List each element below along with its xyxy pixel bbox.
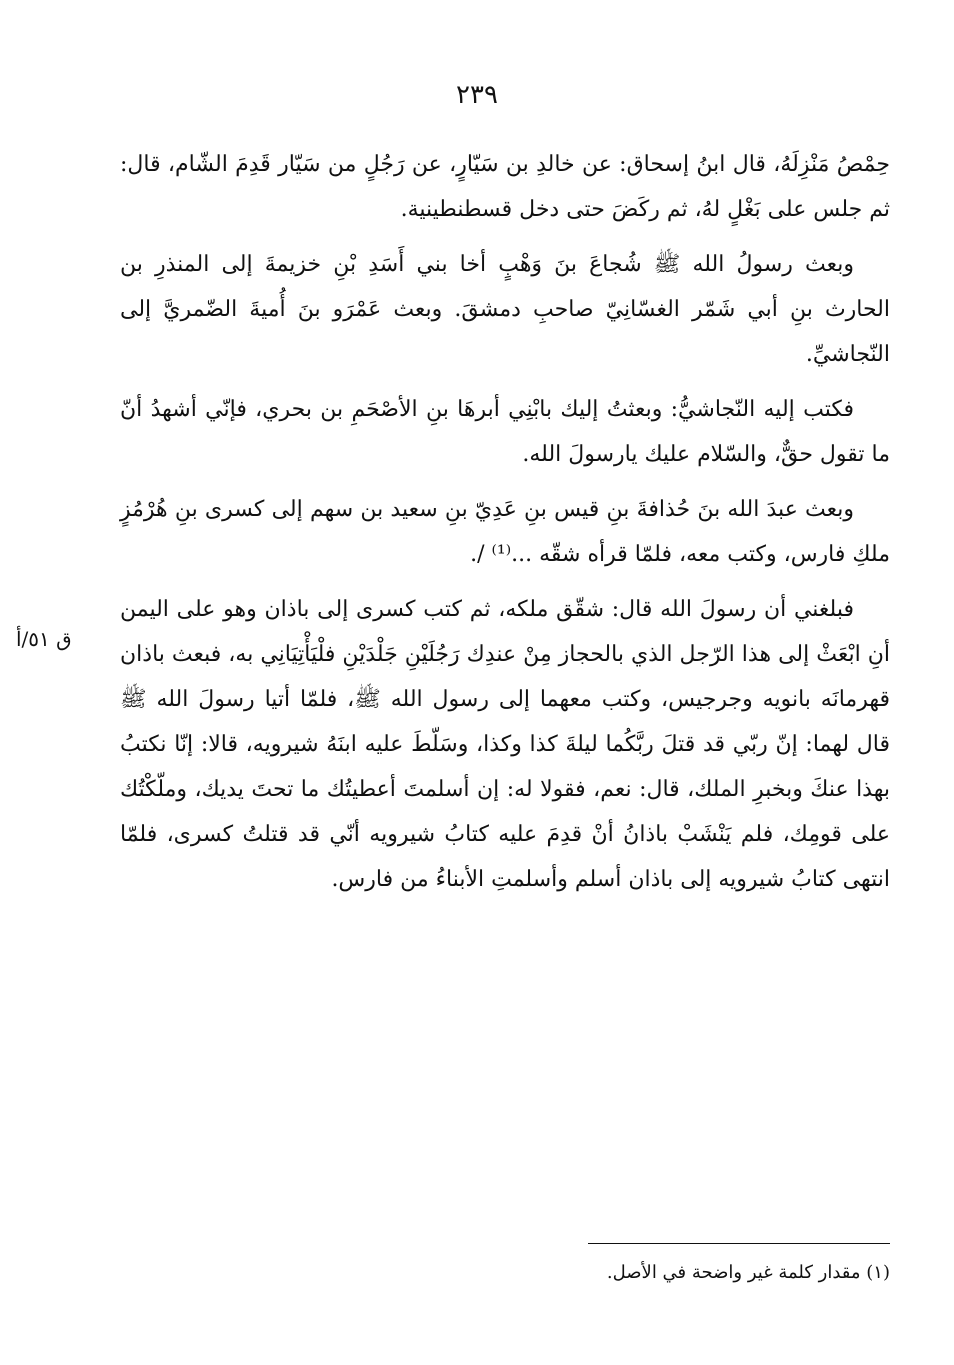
paragraph: وبعث عبدَ الله بنَ حُذافةَ بنِ قيس بنِ عَدِيّ بنِ سعيد بن سهم إلى كسرى بنِ هُرْمُزٍ ملكِ فارس، وكتب معه، فلمّا قرأه شقّه ...⁽¹⁾ /. [120,497,890,567]
body-text [120,142,890,912]
paragraph: وبعث رسولُ الله ﷺ شُجاعَ بنَ وَهْبٍ أخا بني أَسَدِ بْنِ خزيمةَ إلى المنذرِ بن الحارث بنِ أبي شَمّر الغسّانِيّ صاحبِ دمشقَ. وبعث عَمْرَو بنَ أُميةَ الضّمريَّ إلى النّجاشيِّ. [120,252,890,367]
footnote-divider [588,1243,890,1244]
paragraph: حِمْصُ مَنْزِلَهُ، قال ابنُ إسحاق: عن خالدِ بن سَيّارٍ، عن رَجُلٍ من سَيّار قَدِمَ الشّام، قال: ثم جلس على بَغْلٍ لهُ، ثم ركَضَ حتى دخل قسطنطينية. [120,152,890,222]
paragraph: فبلغني أن رسولَ الله قال: شقّق ملكه، ثم كتب كسرى إلى باذان وهو على اليمن أنِ ابْعَثْ إلى هذا الرّجل الذي بالحجاز مِنْ عندِك رَجُلَيْنِ جَلْدَيْنِ فلْيَأْتِيَانِي به، فبعث باذان قهرمانَه بانويه وجرجيس، وكتب معهما إلى رسول الله ﷺ، فلمّا أتيا رسولَ الله ﷺ قال لهما: إنّ ربّي قد قتلَ ربَّكُما ليلةَ كذا وكذا، وسَلّطَ عليه ابنَهُ شيرويه، قالا: إنّا نكتبُ بهذا عنكَ وبخبرِ الملك، قال: نعم، فقولا له: إن أسلمتَ أعطيتُك ما تحتَ يديك، وملّكْتُك على قومِك، فلم يَنْشَبْ باذانُ أنْ قدِمَ عليه كتابُ شيرويه أنّي قد قتلتُ كسرى، فلمّا انتهى كتابُ شيرويه إلى باذان أسلم وأسلمتِ الأبناءُ من فارس. [120,597,890,892]
page-number: ٢٣٩ [456,80,498,110]
paragraph: فكتب إليه النّجاشيُّ: وبعثتُ إليك بابْنِي أبرهَا بنِ الأصْحَمِ بن بحري، فإنّي أشهدُ أنّ ما تقول حقٌّ، والسّلام عليك يارسولَ الله. [120,397,890,467]
manuscript-folio-note: ق ٥١/أ [16,627,72,651]
footnote: (١) مقدار كلمة غير واضحة في الأصل. [606,1262,890,1283]
